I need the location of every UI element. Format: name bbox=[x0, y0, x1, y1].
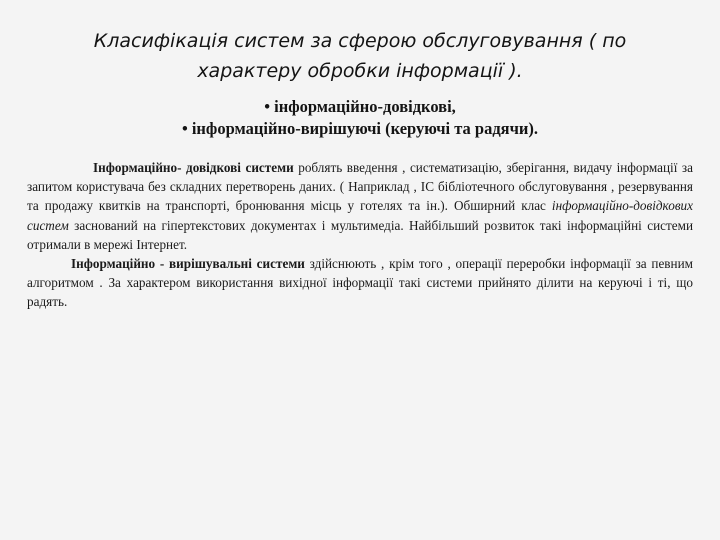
paragraph-text: заснований на гіпертекстових документах і мультимедіа. Найбільший розвиток такі інформаційні системи отримали в мережі Інтернет. bbox=[27, 217, 693, 252]
paragraph-reference-systems bbox=[27, 158, 693, 254]
term-decision-systems: Інформаційно - вирішувальні системи bbox=[71, 256, 305, 272]
paragraph-text: роблять введення , систематизацію, зберігання, видачу інформації за запитом користувача без складних перетворень даних. ( Наприклад , ІС бібліотечного обслуговування , резервування та продажу квитків на транспорті, бронювання місць у готелях та ін.). Обширний клас bbox=[27, 160, 693, 214]
body-text bbox=[27, 158, 693, 312]
paragraph-text: здійснюють , крім того , операції переробки інформації за певним алгоритмом . За характером використання вихідної інформації такі системи прийнято ділити на керуючі і ті, що радять. bbox=[27, 256, 693, 310]
title-line-1: Класифікація систем за сферою обслуговування ( по bbox=[93, 30, 627, 52]
term-reference-systems: Інформаційно- довідкові системи bbox=[93, 160, 294, 175]
bullet-item: • інформаційно-довідкові, bbox=[264, 97, 456, 116]
slide-title bbox=[40, 26, 680, 86]
italic-term: інформаційно-довідкових систем bbox=[27, 198, 693, 233]
bullet-item: • інформаційно-вирішуючі (керуючі та радячи). bbox=[181, 119, 539, 138]
title-line-2: характеру обробки інформації ). bbox=[197, 60, 523, 82]
bullet-list bbox=[40, 96, 680, 140]
paragraph-decision-systems bbox=[27, 254, 693, 312]
